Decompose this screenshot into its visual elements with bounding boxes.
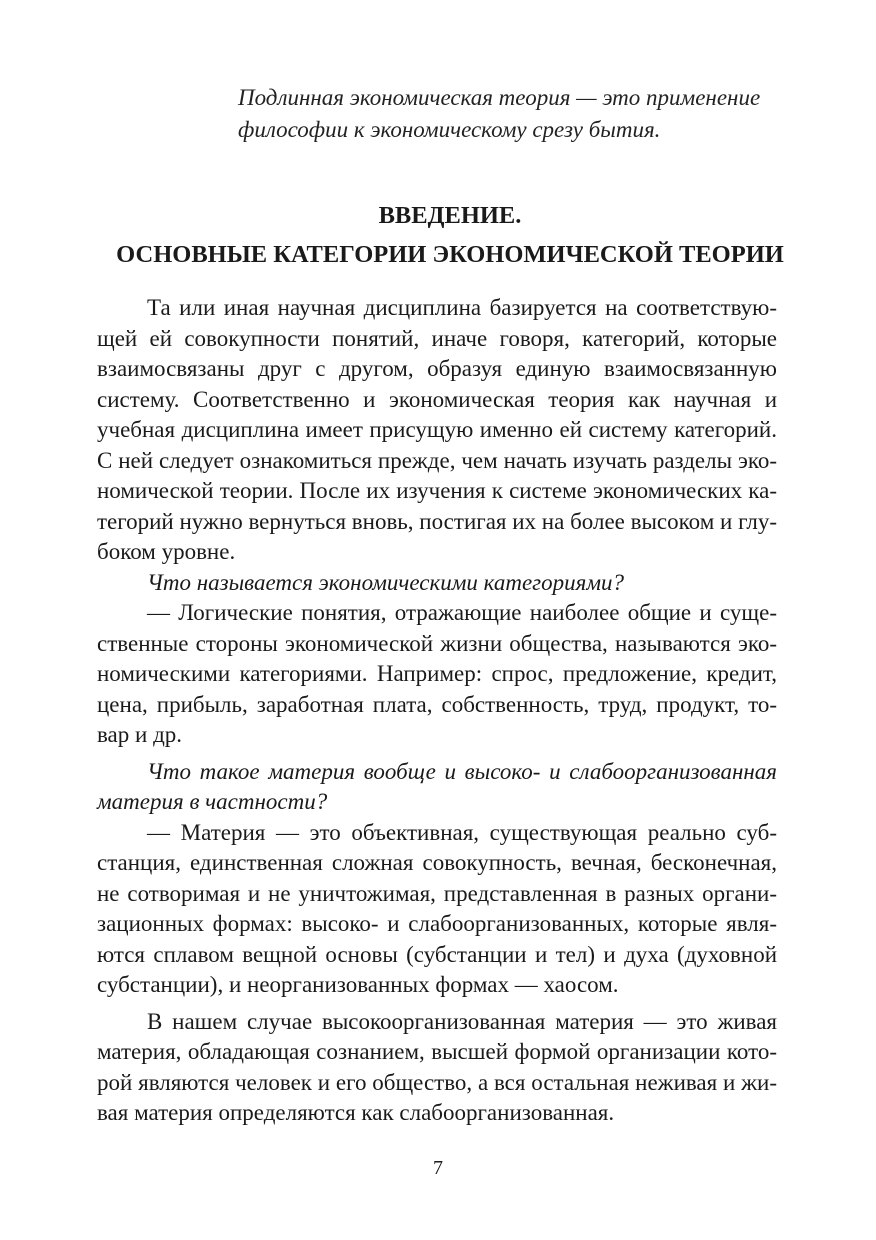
paragraph-organized-matter [97,1007,777,1129]
text-line: — Материя — это объективная, существующая реально суб- [147,819,777,845]
text-line: рой являются человек и его общество, а вся остальная неживая и жи- [97,1069,777,1095]
text-line: номической теории. После их изучения к системе экономических ка- [97,478,777,503]
text-line: взаимосвязаны друг с другом, образуя единую взаимосвязанную [97,356,777,381]
text-line: щей ей совокупности понятий, иначе говоря, категорий, которые [97,325,777,351]
chapter-heading-line-1: ВВЕДЕНИЕ. [378,202,522,229]
text-line: В нашем случае высокоорганизованная материя — это живая [147,1008,777,1034]
question-matter [97,757,777,818]
answer-economic-categories [97,598,777,751]
text-line: зационных формах: высоко- и слабоорганизованных, которые явля- [97,911,777,936]
chapter-heading [60,196,840,274]
text-line: — Логические понятия, отражающие наиболее общие и суще- [147,600,777,625]
text-line: материя, обладающая сознанием, высшей формой организации кото- [97,1039,777,1064]
text-line: не сотворимая и не уничтожимая, представленная в разных органи- [97,880,777,906]
paragraph-intro [97,293,777,568]
epigraph-line: Подлинная экономическая теория — это применение [238,85,761,110]
text-line: номическими категориями. Например: спрос, предложение, кредит, [97,661,777,686]
epigraph [238,82,798,146]
text-line: станция, единственная сложная совокупность, вечная, бесконечная, [97,850,777,875]
text-line: систему. Соответственно и экономическая теория как научная и [97,386,777,412]
text-line: субстанции), и неорганизованных формах — хаосом. [97,972,619,997]
text-line: С ней следует ознакомиться прежде, чем начать изучать разделы эко- [97,447,777,473]
question-economic-categories [97,568,777,599]
text-line: вая материя определяются как слабоорганизованная. [97,1100,615,1125]
page-number: 7 [433,1157,443,1179]
text-line: учебная дисциплина имеет присущую именно ей систему категорий. [97,417,777,442]
epigraph-line: философии к экономическому срезу бытия. [238,117,661,142]
text-line: боком уровне. [97,539,236,564]
text-line: цена, прибыль, заработная плата, собственность, труд, продукт, то- [97,691,777,717]
text-line: Та или иная научная дисциплина базируется на соответствую- [147,295,777,320]
text-line: ственные стороны экономической жизни общества, называются эко- [97,630,777,656]
body-text [97,293,777,1129]
text-line: тегорий нужно вернуться вновь, постигая их на более высоком и глу- [97,508,777,534]
chapter-heading-line-2: ОСНОВНЫЕ КАТЕГОРИИ ЭКОНОМИЧЕСКОЙ ТЕОРИИ [116,241,784,268]
text-line: ются сплавом вещной основы (субстанции и тел) и духа (духовной [97,941,777,967]
text-line: Что называется экономическими категориями? [147,569,625,595]
answer-matter [97,818,777,1001]
text-line: вар и др. [97,722,183,747]
text-line: материя в частности? [97,789,328,814]
text-line: Что такое материя вообще и высоко- и слабоорганизованная [147,758,777,784]
